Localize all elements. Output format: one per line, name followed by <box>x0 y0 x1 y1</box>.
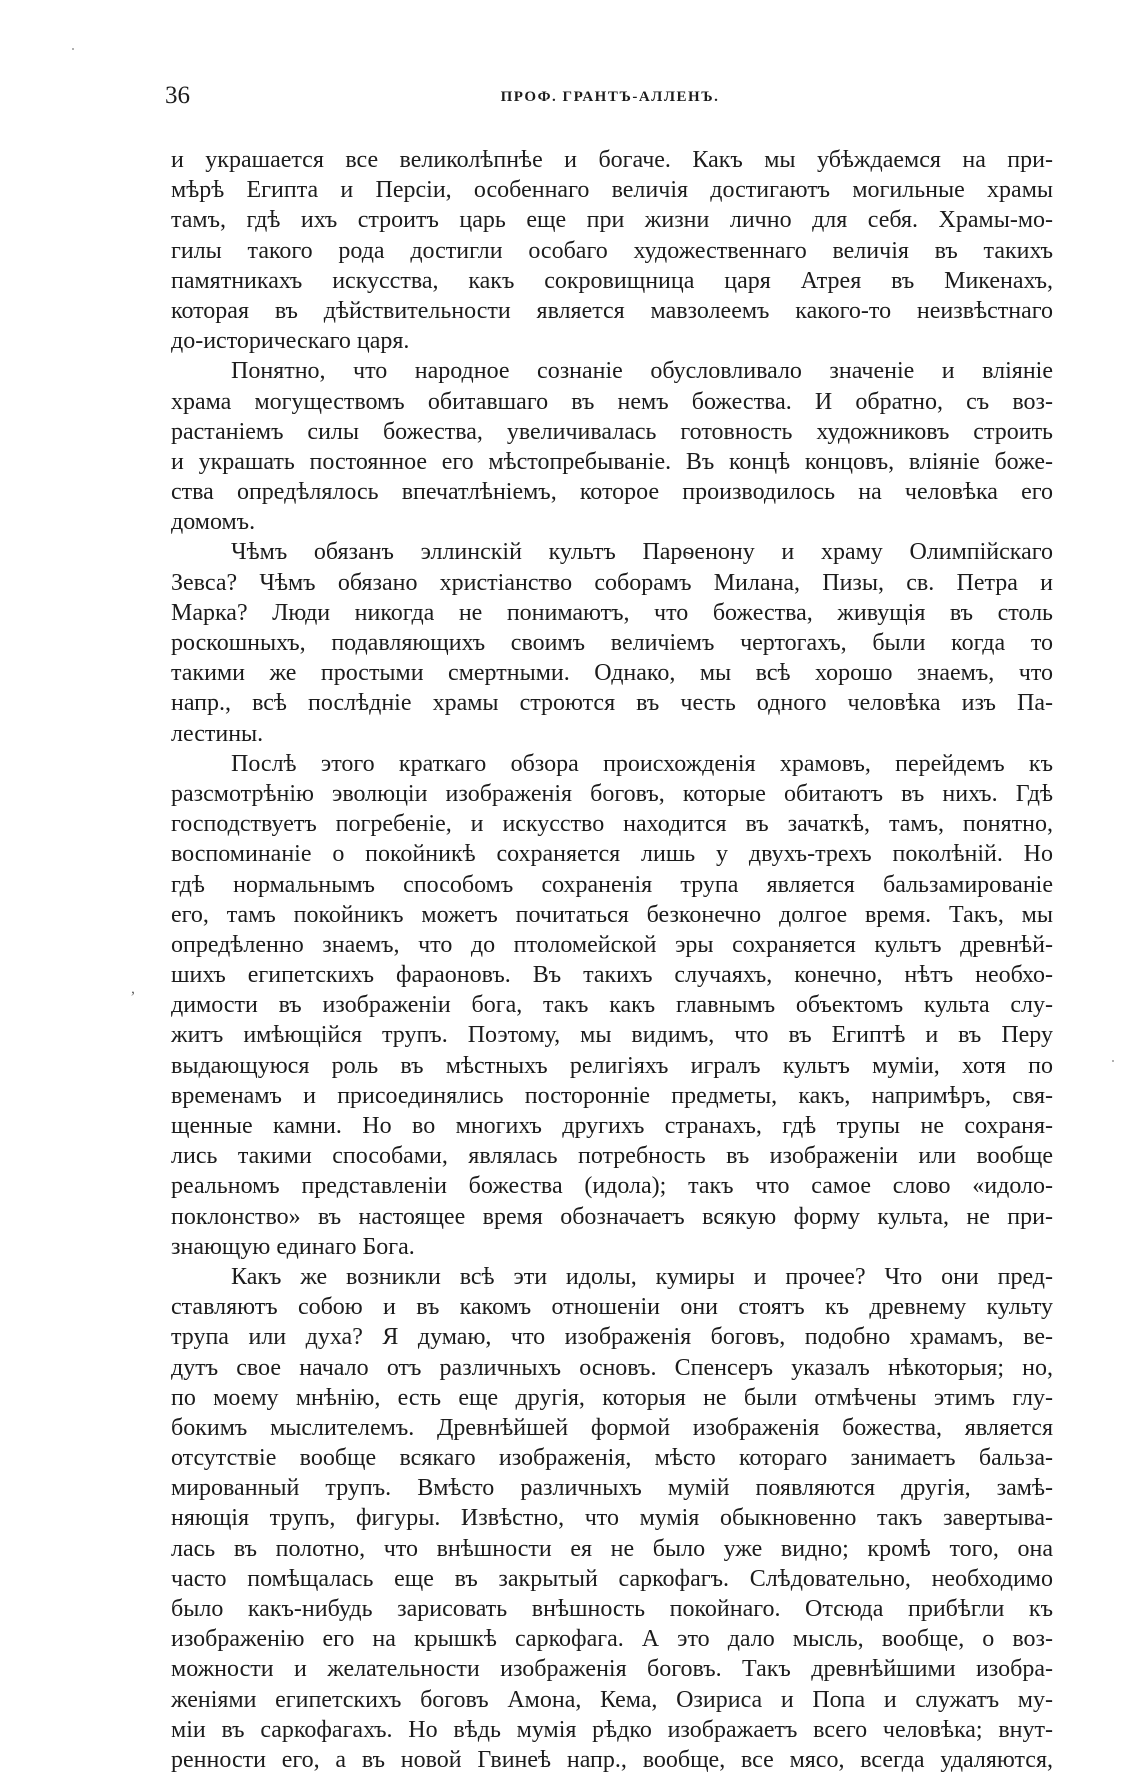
paragraph-first-line: Понятно, что народное сознаніе обусловливало значеніе и вліяніе <box>231 358 1053 385</box>
text-line: міи въ саркофагахъ. Но вѣдь мумія рѣдко изображаетъ всего человѣка; внут- <box>171 1716 1053 1743</box>
body-text <box>171 145 1053 1775</box>
paragraph-first-line: Чѣмъ обязанъ эллинскій культъ Парѳенону и храму Олимпійскаго <box>231 539 1053 566</box>
text-line: лестины. <box>171 720 264 747</box>
text-line: лась въ полотно, что внѣшности ея не было уже видно; кромѣ того, она <box>171 1535 1053 1562</box>
text-line: и украшать постоянное его мѣстопребываніе. Въ концѣ концовъ, вліяніе боже- <box>171 448 1053 475</box>
text-line: няющія трупъ, фигуры. Извѣстно, что мумія обыкновенно такъ завертыва- <box>171 1505 1053 1532</box>
text-line: роскошныхъ, подавляющихъ своимъ величіемъ чертогахъ, были когда то <box>171 630 1053 656</box>
text-line: ставляютъ собою и въ какомъ отношеніи они стоятъ къ древнему культу <box>171 1294 1053 1321</box>
scan-speck <box>1112 1060 1114 1062</box>
text-line: мированный трупъ. Вмѣсто различныхъ мумій появляются другія, замѣ- <box>171 1475 1053 1502</box>
paragraph-first-line: Послѣ этого краткаго обзора происхожденія храмовъ, перейдемъ къ <box>231 750 1053 777</box>
text-line: часто помѣщалась еще въ закрытый саркофагъ. Слѣдовательно, необходимо <box>171 1565 1053 1592</box>
text-line: временамъ и присоединялись посторонніе предметы, какъ, напримѣръ, свя- <box>171 1082 1053 1109</box>
text-line: житъ имѣющійся трупъ. Поэтому, мы видимъ, что въ Египтѣ и въ Перу <box>171 1022 1053 1049</box>
text-line: лись такими способами, являлась потребность въ изображеніи или вообще <box>171 1143 1053 1170</box>
text-line: ства опредѣлялось впечатлѣніемъ, которое производилось на человѣка его <box>171 479 1053 506</box>
text-line: храма могуществомъ обитавшаго въ немъ божества. И обратно, съ воз- <box>171 388 1053 415</box>
text-line: тамъ, гдѣ ихъ строитъ царь еще при жизни лично для себя. Храмы-мо- <box>171 207 1053 234</box>
text-line: домомъ. <box>171 509 256 536</box>
text-line: по моему мнѣнію, есть еще другія, которыя не были отмѣчены этимъ глу- <box>171 1384 1053 1411</box>
text-line: Зевса? Чѣмъ обязано христіанство соборамъ Милана, Пизы, св. Петра и <box>171 569 1053 596</box>
text-line: выдающуюся роль въ мѣстныхъ религіяхъ игралъ культъ муміи, хотя по <box>171 1052 1053 1079</box>
text-line: до-историческаго царя. <box>171 328 410 355</box>
text-line: воспоминаніе о покойникѣ сохраняется лишь у двухъ-трехъ поколѣній. Но <box>171 841 1053 868</box>
text-line: трупа или духа? Я думаю, что изображенія боговъ, подобно храмамъ, ве- <box>171 1324 1053 1351</box>
running-title: ПРОФ. ГРАНТЪ-АЛЛЕНЪ. <box>500 89 720 105</box>
text-line: напр., всѣ послѣдніе храмы строются въ честь одного человѣка изъ Па- <box>171 690 1053 717</box>
text-line: его, тамъ покойникъ можетъ почитаться безконечно долгое время. Такъ, мы <box>171 901 1053 928</box>
text-line: отсутствіе вообще всякаго изображенія, мѣсто котораго занимаетъ бальза- <box>171 1445 1053 1472</box>
paragraph-first-line: Какъ же возникли всѣ эти идолы, кумиры и прочее? Что они пред- <box>231 1263 1053 1290</box>
text-line: Марка? Люди никогда не понимаютъ, что божества, живущія въ столь <box>171 599 1053 626</box>
text-line: бокимъ мыслителемъ. Древнѣйшей формой изображенія божества, является <box>171 1414 1053 1441</box>
text-line: было какъ-нибудь зарисовать внѣшность покойнаго. Отсюда прибѣгли къ <box>171 1596 1053 1622</box>
margin-mark: , <box>131 980 135 997</box>
text-line: такими же простыми смертными. Однако, мы всѣ хорошо знаемъ, что <box>171 660 1053 687</box>
text-line: изображенію его на крышкѣ саркофага. А это дало мысль, вообще, о воз- <box>171 1626 1053 1653</box>
text-line: щенные камни. Но во многихъ другихъ странахъ, гдѣ трупы не сохраня- <box>171 1113 1053 1139</box>
text-line: мѣрѣ Египта и Персіи, особеннаго величія достигаютъ могильные храмы <box>171 177 1053 204</box>
text-line: шихъ египетскихъ фараоновъ. Въ такихъ случаяхъ, конечно, нѣтъ необхо- <box>171 962 1053 989</box>
text-line: женіями египетскихъ боговъ Амона, Кема, Озириса и Попа и служатъ му- <box>171 1686 1053 1713</box>
text-line: господствуетъ погребеніе, и искусство находится въ зачаткѣ, тамъ, понятно, <box>171 811 1053 838</box>
text-line: которая въ дѣйствительности является мавзолеемъ какого-то неизвѣстнаго <box>171 297 1053 324</box>
page-number: 36 <box>165 82 190 109</box>
text-line: гдѣ нормальнымъ способомъ сохраненія трупа является бальзамированіе <box>171 871 1053 898</box>
text-line: можности и желательности изображенія боговъ. Такъ древнѣйшими изобра- <box>171 1656 1053 1683</box>
scan-speck <box>72 48 74 50</box>
text-line: опредѣленно знаемъ, что до птоломейской эры сохраняется культъ древнѣй- <box>171 931 1053 958</box>
text-line: растаніемъ силы божества, увеличивалась готовность художниковъ строить <box>171 418 1053 445</box>
text-line: дутъ свое начало отъ различныхъ основъ. Спенсеръ указалъ нѣкоторыя; но, <box>171 1354 1053 1381</box>
running-head <box>165 82 1055 118</box>
text-line: поклонство» въ настоящее время обозначаетъ всякую форму культа, не при- <box>171 1203 1053 1230</box>
text-line: и украшается все великолѣпнѣе и богаче. Какъ мы убѣждаемся на при- <box>171 147 1053 173</box>
text-line: знающую единаго Бога. <box>171 1233 415 1260</box>
text-line: гилы такого рода достигли особаго художественнаго величія въ такихъ <box>171 237 1053 264</box>
text-line: разсмотрѣнію эволюціи изображенія боговъ, которые обитаютъ въ нихъ. Гдѣ <box>171 780 1053 807</box>
text-line: реальномъ представленіи божества (идола); такъ что самое слово «идоло- <box>171 1173 1053 1200</box>
text-line: димости въ изображеніи бога, такъ какъ главнымъ объектомъ культа слу- <box>171 992 1053 1019</box>
text-line: памятникахъ искусства, какъ сокровищница царя Атрея въ Микенахъ, <box>171 267 1053 294</box>
text-line: ренности его, а въ новой Гвинеѣ напр., вообще, все мясо, всегда удаляются, <box>171 1746 1053 1773</box>
